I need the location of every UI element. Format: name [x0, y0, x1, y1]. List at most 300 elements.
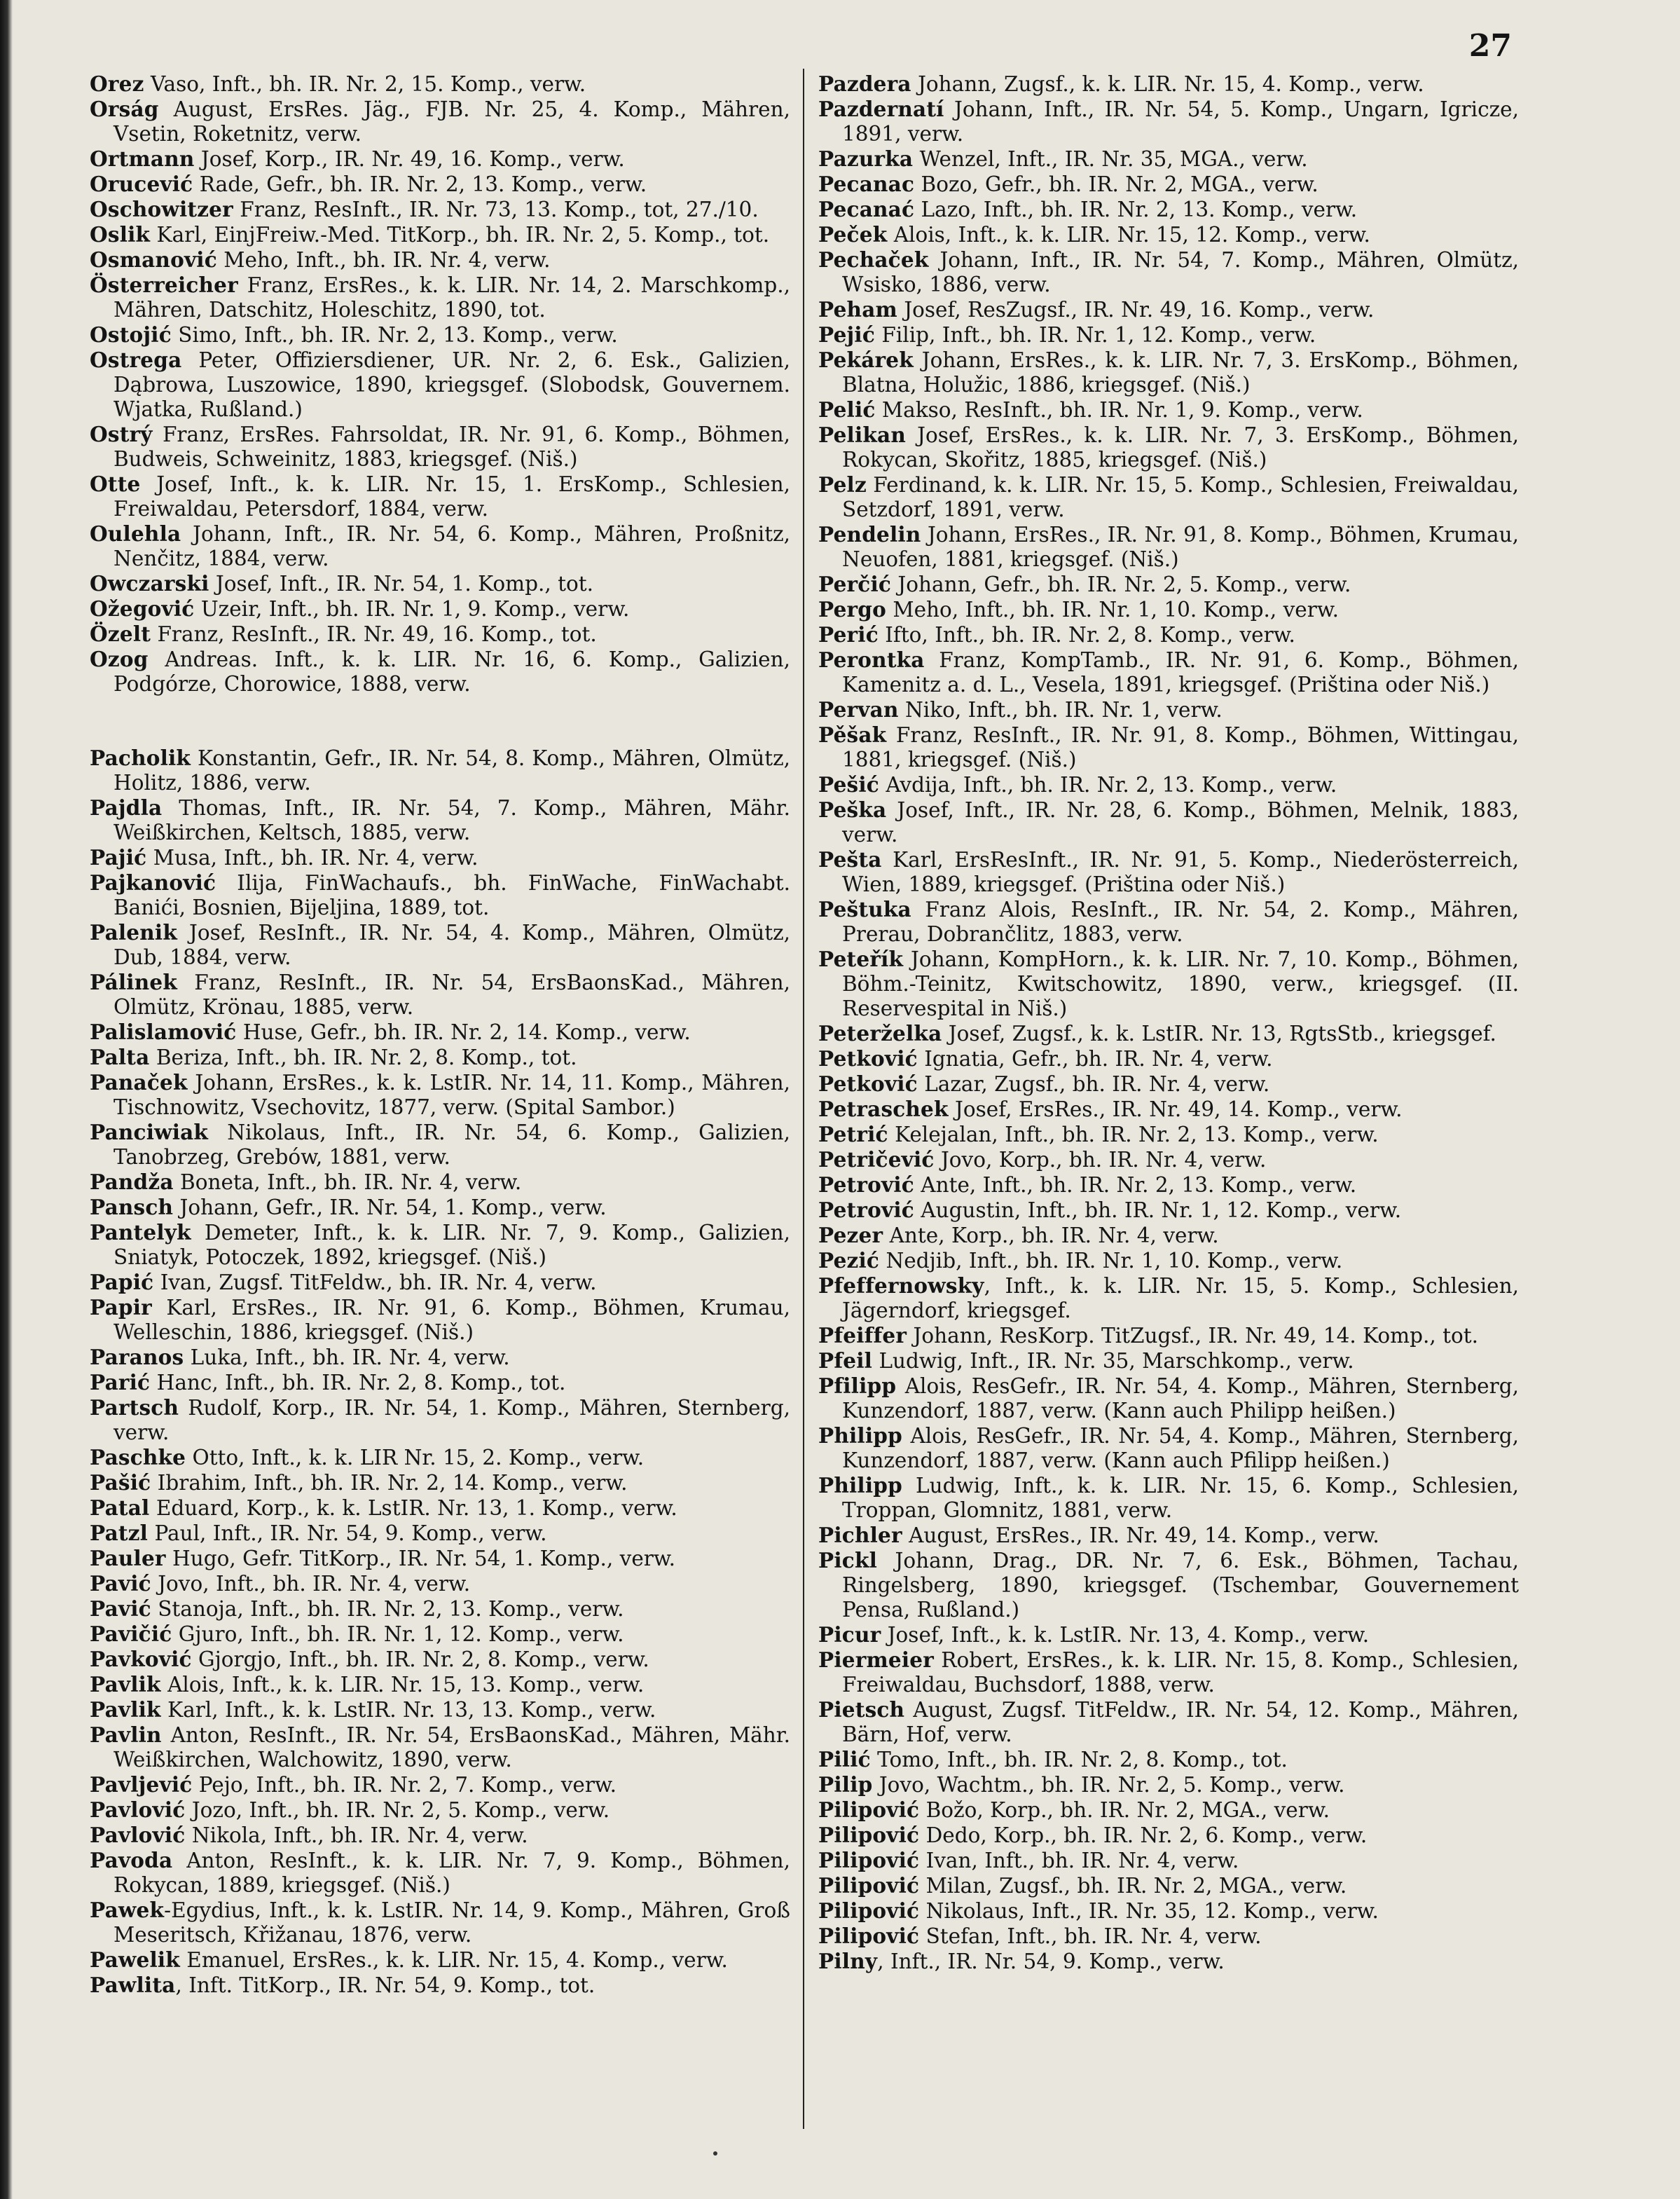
list-entry [818, 722, 1519, 772]
list-entry [818, 297, 1519, 322]
entry-details: Franz, ResInft., IR. Nr. 54, ErsBaonsKad., Mähren, Olmütz, Krönau, 1885, verw. [113, 971, 790, 1019]
list-entry [90, 622, 790, 647]
list-entry [90, 1622, 790, 1647]
entry-details: Franz, ResInft., IR. Nr. 73, 13. Komp., tot, 27./10. [233, 198, 759, 221]
entry-details: Josef, ErsRes., k. k. LIR. Nr. 7, 3. ErsKomp., Böhmen, Rokycan, Skořitz, 1885, kriegsgef. (Niš.) [842, 423, 1519, 472]
list-entry [818, 1021, 1519, 1046]
section-gap [90, 697, 790, 746]
list-entry [90, 1220, 790, 1270]
list-entry [90, 1170, 790, 1195]
entry-surname: Pazdera [818, 71, 911, 96]
list-entry [90, 746, 790, 795]
entry-surname: Peštuka [818, 897, 911, 922]
entry-details: Andreas. Inft., k. k. LIR. Nr. 16, 6. Komp., Galizien, Podgórze, Chorowice, 1888, verw. [113, 648, 790, 696]
entry-details: Johann, ErsRes., IR. Nr. 91, 8. Komp., Böhmen, Krumau, Neuofen, 1881, kriegsgef. (Niš.) [842, 523, 1519, 571]
entry-surname: Patal [90, 1495, 150, 1520]
entry-surname: Pavičić [90, 1622, 172, 1646]
entry-details: Johann, ErsRes., k. k. LstIR. Nr. 14, 11. Komp., Mähren, Tischnowitz, Vsechovitz, 1877, verw. (Spital Sambor.) [113, 1071, 790, 1119]
entry-details: Franz Alois, ResInft., IR. Nr. 54, 2. Komp., Mähren, Prerau, Dobrančlitz, 1883, verw. [842, 898, 1519, 946]
list-entry [818, 1172, 1519, 1198]
entry-surname: Oulehla [90, 521, 181, 546]
entry-surname: Pauler [90, 1546, 166, 1570]
entry-surname: Pezer [818, 1223, 883, 1247]
scan-edge [0, 0, 13, 2199]
entry-surname: Ostojić [90, 322, 172, 347]
entry-surname: Pfeiffer [818, 1323, 907, 1348]
list-entry [818, 348, 1519, 397]
entry-details: Emanuel, ErsRes., k. k. LIR. Nr. 15, 4. Komp., verw. [179, 1948, 728, 1972]
list-entry [818, 572, 1519, 597]
list-entry [818, 1873, 1519, 1898]
entry-details: -Egydius, Inft., k. k. LstIR. Nr. 14, 9. Komp., Mähren, Groß Meseritsch, Křižanau, 1876, verw. [113, 1898, 790, 1947]
list-entry [818, 71, 1519, 97]
entry-details: Paul, Inft., IR. Nr. 54, 9. Komp., verw. [148, 1521, 547, 1545]
entry-details: Filip, Inft., bh. IR. Nr. 1, 12. Komp., verw. [875, 323, 1316, 347]
entry-surname: Paschke [90, 1445, 186, 1470]
print-speck [713, 2151, 717, 2156]
entry-details: Avdija, Inft., bh. IR. Nr. 2, 13. Komp., verw. [879, 773, 1337, 797]
list-entry [818, 1147, 1519, 1172]
entry-details: , Inft., IR. Nr. 54, 9. Komp., verw. [877, 1950, 1225, 1973]
entry-surname: Pavlović [90, 1823, 186, 1847]
entry-surname: Pelić [818, 397, 876, 422]
entry-details: Anton, ResInft., IR. Nr. 54, ErsBaonsKad., Mähren, Mähr. Weißkirchen, Walchowitz, 1890, verw. [113, 1723, 790, 1772]
entry-details: Josef, ErsRes., IR. Nr. 49, 14. Komp., verw. [948, 1097, 1403, 1121]
list-entry [818, 847, 1519, 897]
list-entry [818, 1772, 1519, 1797]
entry-surname: Oslik [90, 222, 151, 247]
entry-details: Jozo, Inft., bh. IR. Nr. 2, 5. Komp., verw. [185, 1798, 610, 1822]
entry-details: Tomo, Inft., bh. IR. Nr. 2, 8. Komp., tot. [870, 1748, 1288, 1772]
list-entry [90, 1070, 790, 1120]
entry-details: Gjorgjo, Inft., bh. IR. Nr. 2, 8. Komp., verw. [191, 1647, 649, 1671]
list-entry [90, 222, 790, 247]
list-entry [818, 1797, 1519, 1823]
entry-surname: Petričević [818, 1147, 935, 1172]
entry-details: Stanoja, Inft., bh. IR. Nr. 2, 13. Komp., verw. [151, 1597, 624, 1621]
entry-surname: Pecanać [818, 197, 915, 221]
entry-surname: Perčić [818, 572, 892, 596]
entry-surname: Pavković [90, 1647, 192, 1671]
list-entry [90, 1647, 790, 1672]
entry-details: Huse, Gefr., bh. IR. Nr. 2, 14. Komp., verw. [236, 1020, 691, 1044]
entry-details: Luka, Inft., bh. IR. Nr. 4, verw. [184, 1345, 510, 1369]
list-entry [818, 1924, 1519, 1949]
list-entry [818, 1046, 1519, 1071]
entry-details: Johann, ResKorp. TitZugsf., IR. Nr. 49, 14. Komp., tot. [907, 1324, 1478, 1348]
list-entry [90, 472, 790, 521]
list-entry [818, 97, 1519, 146]
entry-details: Makso, ResInft., bh. IR. Nr. 1, 9. Komp., verw. [875, 398, 1363, 422]
entry-surname: Pacholik [90, 746, 191, 770]
entry-surname: Pelz [818, 472, 867, 497]
entry-surname: Pilipović [818, 1848, 920, 1872]
list-entry [90, 1596, 790, 1622]
list-entry [90, 1020, 790, 1045]
entry-details: Ivan, Zugsf. TitFeldw., bh. IR. Nr. 4, verw. [153, 1270, 597, 1294]
list-entry [90, 571, 790, 596]
entry-details: Franz, ErsRes. Fahrsoldat, IR. Nr. 91, 6. Komp., Böhmen, Budweis, Schweinitz, 1883, kriegsgef. (Niš.) [113, 423, 790, 471]
list-entry [90, 71, 790, 97]
entry-surname: Pilipović [818, 1898, 920, 1923]
entry-details: Johann, Inft., IR. Nr. 54, 6. Komp., Mähren, Proßnitz, Nenčitz, 1884, verw. [113, 522, 790, 570]
entry-details: Johann, ErsRes., k. k. LIR. Nr. 7, 3. ErsKomp., Böhmen, Blatna, Holužic, 1886, kriegsgef. (Niš.) [842, 348, 1519, 397]
list-entry [818, 772, 1519, 797]
entry-surname: Pavić [90, 1571, 151, 1596]
entry-surname: Parić [90, 1370, 151, 1395]
entry-surname: Pešta [818, 847, 882, 872]
entry-details: Ilija, FinWachaufs., bh. FinWache, FinWachabt. Banići, Bosnien, Bijeljina, 1889, tot. [113, 871, 790, 919]
entry-details: Franz, KompTamb., IR. Nr. 91, 6. Komp., Böhmen, Kamenitz a. d. L., Vesela, 1891, kriegsgef. (Priština oder Niš.) [842, 648, 1519, 697]
list-entry [90, 422, 790, 472]
entry-surname: Pechaček [818, 247, 929, 272]
entry-details: Beriza, Inft., bh. IR. Nr. 2, 8. Komp., tot. [149, 1046, 577, 1069]
entry-surname: Petrić [818, 1122, 888, 1146]
entry-details: Nedjib, Inft., bh. IR. Nr. 1, 10. Komp., verw. [879, 1249, 1343, 1273]
entry-details: August, Zugsf. TitFeldw., IR. Nr. 54, 12. Komp., Mähren, Bärn, Hof, verw. [842, 1698, 1519, 1746]
list-entry [818, 222, 1519, 247]
entry-details: Johann, KompHorn., k. k. LIR. Nr. 7, 10. Komp., Böhmen, Böhm.-Teinitz, Kwitschowitz, 1890, verw., kriegsgef. (II. Reservespital in Niš.) [842, 947, 1519, 1020]
entry-surname: Pendelin [818, 522, 921, 547]
entry-details: Nikola, Inft., bh. IR. Nr. 4, verw. [185, 1823, 528, 1847]
entry-details: Boneta, Inft., bh. IR. Nr. 4, verw. [173, 1170, 522, 1194]
list-entry [90, 1797, 790, 1823]
entry-details: Rade, Gefr., bh. IR. Nr. 2, 13. Komp., verw. [193, 172, 647, 196]
list-entry [818, 472, 1519, 522]
list-entry [818, 697, 1519, 722]
entry-details: Otto, Inft., k. k. LIR Nr. 15, 2. Komp., verw. [186, 1446, 645, 1470]
entry-details: Simo, Inft., bh. IR. Nr. 2, 13. Komp., verw. [171, 323, 618, 347]
entry-surname: Perić [818, 622, 879, 647]
list-entry [90, 197, 790, 222]
list-entry [90, 146, 790, 172]
entry-surname: Papić [90, 1270, 154, 1294]
entry-details: Lazo, Inft., bh. IR. Nr. 2, 13. Komp., verw. [914, 198, 1358, 221]
entry-details: Demeter, Inft., k. k. LIR. Nr. 7, 9. Komp., Galizien, Sniatyk, Potoczek, 1892, kriegsgef. (Niš.) [113, 1221, 790, 1269]
list-entry [90, 273, 790, 322]
list-entry [818, 797, 1519, 847]
entry-surname: Pavljević [90, 1772, 193, 1797]
list-entry [818, 1747, 1519, 1772]
list-entry [818, 1548, 1519, 1622]
list-entry [90, 1898, 790, 1947]
entry-surname: Ožegović [90, 596, 195, 621]
entry-details: Anton, ResInft., k. k. LIR. Nr. 7, 9. Komp., Böhmen, Rokycan, 1889, kriegsgef. (Niš.) [113, 1849, 790, 1897]
right-column [818, 71, 1519, 1974]
list-entry [818, 322, 1519, 348]
list-entry [90, 322, 790, 348]
list-entry [90, 1973, 790, 1998]
entry-details: Eduard, Korp., k. k. LstIR. Nr. 13, 1. Komp., verw. [149, 1496, 677, 1520]
list-entry [818, 1198, 1519, 1223]
entry-details: Konstantin, Gefr., IR. Nr. 54, 8. Komp., Mähren, Olmütz, Holitz, 1886, verw. [113, 746, 790, 795]
entry-surname: Pazdernatí [818, 97, 944, 121]
entry-surname: Peterželka [818, 1021, 942, 1046]
entry-details: Alois, ResGefr., IR. Nr. 54, 4. Komp., Mähren, Sternberg, Kunzendorf, 1887, verw. (Kann auch Philipp heißen.) [842, 1374, 1519, 1423]
entry-surname: Pecanac [818, 172, 915, 196]
entry-details: Jovo, Wachtm., bh. IR. Nr. 2, 5. Komp., verw. [872, 1773, 1345, 1797]
entry-details: Ignatia, Gefr., bh. IR. Nr. 4, verw. [917, 1047, 1273, 1071]
list-entry [90, 97, 790, 146]
entry-surname: Pilipović [818, 1924, 920, 1948]
entry-surname: Pilipović [818, 1797, 920, 1822]
column-divider [803, 69, 804, 2129]
entry-details: Josef, Inft., IR. Nr. 28, 6. Komp., Böhmen, Melnik, 1883, verw. [842, 798, 1519, 847]
entry-surname: Ortmann [90, 146, 195, 171]
entry-surname: Pilić [818, 1747, 871, 1772]
entry-surname: Pilipović [818, 1823, 920, 1847]
list-entry [818, 1647, 1519, 1697]
entry-surname: Pfeil [818, 1348, 873, 1373]
list-entry [90, 1823, 790, 1848]
entry-details: Pejo, Inft., bh. IR. Nr. 2, 7. Komp., verw. [192, 1773, 617, 1797]
entry-details: Vaso, Inft., bh. IR. Nr. 2, 15. Komp., verw. [144, 72, 586, 96]
entry-surname: Peteřík [818, 947, 904, 971]
list-entry [818, 1071, 1519, 1097]
entry-details: Nikolaus, Inft., IR. Nr. 35, 12. Komp., verw. [919, 1899, 1379, 1923]
list-entry [90, 1120, 790, 1170]
list-entry [818, 1823, 1519, 1848]
entry-surname: Panciwiak [90, 1120, 209, 1144]
entry-details: Božo, Korp., bh. IR. Nr. 2, MGA., verw. [919, 1798, 1330, 1822]
entry-details: Jovo, Inft., bh. IR. Nr. 4, verw. [151, 1572, 471, 1596]
entry-surname: Philipp [818, 1473, 902, 1498]
list-entry [818, 1473, 1519, 1523]
entry-details: Franz, ResInft., IR. Nr. 91, 8. Komp., Böhmen, Wittingau, 1881, kriegsgef. (Niš.) [842, 723, 1519, 772]
entry-details: Josef, ResZugsf., IR. Nr. 49, 16. Komp., verw. [897, 298, 1375, 322]
list-entry [818, 1097, 1519, 1122]
entry-surname: Ozog [90, 647, 149, 671]
entry-details: Dedo, Korp., bh. IR. Nr. 2, 6. Komp., verw. [919, 1823, 1368, 1847]
entry-surname: Partsch [90, 1395, 179, 1420]
entry-details: Alois, ResGefr., IR. Nr. 54, 4. Komp., Mähren, Sternberg, Kunzendorf, 1887, verw. (Kann auch Pfilipp heißen.) [842, 1424, 1519, 1472]
entry-surname: Palenik [90, 920, 177, 945]
entry-details: Rudolf, Korp., IR. Nr. 54, 1. Komp., Mähren, Sternberg, verw. [113, 1396, 790, 1444]
entry-surname: Orez [90, 71, 144, 96]
entry-details: Meho, Inft., bh. IR. Nr. 4, verw. [216, 248, 551, 272]
entry-details: Franz, ErsRes., k. k. LIR. Nr. 14, 2. Marschkomp., Mähren, Datschitz, Holeschitz, 1890, tot. [113, 273, 790, 322]
list-entry [818, 1697, 1519, 1747]
entry-surname: Pavlik [90, 1697, 161, 1722]
entry-surname: Pawelik [90, 1947, 180, 1972]
entry-surname: Pálinek [90, 970, 177, 994]
list-entry [818, 1223, 1519, 1248]
entry-surname: Pickl [818, 1548, 877, 1573]
entry-surname: Pazurka [818, 146, 914, 171]
entry-details: Ante, Inft., bh. IR. Nr. 2, 13. Komp., verw. [914, 1173, 1357, 1197]
list-entry [90, 1848, 790, 1898]
list-entry [818, 1323, 1519, 1348]
entry-surname: Pantelyk [90, 1220, 191, 1245]
list-entry [818, 1373, 1519, 1423]
list-entry [90, 845, 790, 870]
list-entry [90, 920, 790, 970]
entry-surname: Pandža [90, 1170, 174, 1194]
entry-details: Thomas, Inft., IR. Nr. 54, 7. Komp., Mähren, Mähr. Weißkirchen, Keltsch, 1885, verw. [113, 796, 790, 844]
entry-surname: Pilip [818, 1772, 873, 1797]
entry-surname: Osmanović [90, 247, 217, 272]
list-entry [818, 1898, 1519, 1924]
entry-surname: Patzl [90, 1521, 149, 1545]
entry-details: Ifto, Inft., bh. IR. Nr. 2, 8. Komp., verw. [878, 623, 1295, 647]
entry-details: Karl, ErsRes., IR. Nr. 91, 6. Komp., Böhmen, Krumau, Welleschin, 1886, kriegsgef. (Niš.) [113, 1296, 790, 1344]
entry-details: Ivan, Inft., bh. IR. Nr. 4, verw. [919, 1849, 1239, 1872]
entry-details: Johann, Inft., IR. Nr. 54, 7. Komp., Mähren, Olmütz, Wsisko, 1886, verw. [842, 248, 1519, 296]
list-entry [90, 1947, 790, 1973]
list-entry [90, 1395, 790, 1445]
list-entry [818, 1122, 1519, 1147]
entry-surname: Pajdla [90, 795, 163, 820]
entry-details: Kelejalan, Inft., bh. IR. Nr. 2, 13. Komp., verw. [888, 1123, 1379, 1146]
entry-details: Johann, Zugsf., k. k. LIR. Nr. 15, 4. Komp., verw. [911, 72, 1424, 96]
entry-surname: Panaček [90, 1070, 188, 1095]
entry-surname: Otte [90, 472, 141, 496]
list-entry [818, 1949, 1519, 1974]
entry-surname: Pawek [90, 1898, 165, 1922]
list-entry [818, 947, 1519, 1021]
left-column [90, 71, 790, 1998]
entry-details: Josef, Inft., k. k. LstIR. Nr. 13, 4. Komp., verw. [881, 1623, 1370, 1647]
entry-details: Musa, Inft., bh. IR. Nr. 4, verw. [146, 846, 478, 870]
list-entry [90, 172, 790, 197]
entry-details: Johann, Gefr., bh. IR. Nr. 2, 5. Komp., verw. [891, 573, 1351, 596]
entry-details: Ante, Korp., bh. IR. Nr. 4, verw. [883, 1224, 1219, 1247]
list-entry [818, 522, 1519, 572]
list-entry [818, 622, 1519, 648]
entry-details: Ibrahim, Inft., bh. IR. Nr. 2, 14. Komp., verw. [151, 1471, 628, 1495]
entry-details: Hanc, Inft., bh. IR. Nr. 2, 8. Komp., tot. [150, 1371, 566, 1395]
entry-surname: Pietsch [818, 1697, 905, 1722]
entry-surname: Peček [818, 222, 888, 247]
entry-details: Lazar, Zugsf., bh. IR. Nr. 4, verw. [917, 1072, 1270, 1096]
entry-surname: Ostrega [90, 348, 182, 372]
entry-details: Bozo, Gefr., bh. IR. Nr. 2, MGA., verw. [914, 172, 1318, 196]
entry-surname: Pavlin [90, 1722, 162, 1747]
entry-details: Alois, Inft., k. k. LIR. Nr. 15, 12. Komp., verw. [887, 223, 1370, 247]
entry-details: Hugo, Gefr. TitKorp., IR. Nr. 54, 1. Komp., verw. [165, 1547, 676, 1570]
entry-surname: Petrović [818, 1172, 914, 1197]
entry-surname: Pelikan [818, 423, 906, 447]
list-entry [90, 1546, 790, 1571]
entry-details: Jovo, Korp., bh. IR. Nr. 4, verw. [934, 1148, 1267, 1172]
entry-surname: Pajkanović [90, 870, 216, 895]
list-entry [90, 1521, 790, 1546]
entry-surname: Peška [818, 797, 887, 822]
entry-surname: Pilny [818, 1949, 878, 1973]
list-entry [90, 1722, 790, 1772]
entry-surname: Pichler [818, 1523, 902, 1547]
entry-surname: Pervan [818, 697, 899, 722]
entry-details: August, ErsRes., IR. Nr. 49, 14. Komp., verw. [902, 1523, 1379, 1547]
entry-details: Josef, Inft., k. k. LIR. Nr. 15, 1. ErsKomp., Schlesien, Freiwaldau, Petersdorf, 1884, verw. [113, 472, 790, 521]
entry-surname: Pawlita [90, 1973, 176, 1997]
entry-details: Nikolaus, Inft., IR. Nr. 54, 6. Komp., Galizien, Tanobrzeg, Grebów, 1881, verw. [113, 1121, 790, 1169]
entry-surname: Pavlik [90, 1672, 161, 1697]
entry-details: Josef, Zugsf., k. k. LstIR. Nr. 13, RgtsStb., kriegsgef. [942, 1022, 1496, 1046]
page-number: 27 [1468, 28, 1512, 64]
entry-details: Stefan, Inft., bh. IR. Nr. 4, verw. [919, 1924, 1262, 1948]
entry-details: Karl, EinjFreiw.-Med. TitKorp., bh. IR. Nr. 2, 5. Komp., tot. [150, 223, 770, 247]
entry-details: Gjuro, Inft., bh. IR. Nr. 1, 12. Komp., verw. [172, 1622, 624, 1646]
entry-details: Niko, Inft., bh. IR. Nr. 1, verw. [898, 698, 1223, 722]
list-entry [90, 870, 790, 920]
entry-surname: Pěšak [818, 722, 887, 747]
list-entry [90, 348, 790, 422]
entry-details: Ferdinand, k. k. LIR. Nr. 15, 5. Komp., Schlesien, Freiwaldau, Setzdorf, 1891, verw. [842, 473, 1519, 521]
entry-details: Uzeir, Inft., bh. IR. Nr. 1, 9. Komp., verw. [194, 597, 630, 621]
list-entry [90, 1470, 790, 1495]
list-entry [90, 647, 790, 697]
entry-details: Karl, ErsResInft., IR. Nr. 91, 5. Komp., Niederösterreich, Wien, 1889, kriegsgef. (Priština oder Niš.) [842, 848, 1519, 896]
list-entry [90, 521, 790, 571]
entry-details: Josef, ResInft., IR. Nr. 54, 4. Komp., Mähren, Olmütz, Dub, 1884, verw. [113, 921, 790, 969]
list-entry [818, 1273, 1519, 1323]
entry-surname: Perontka [818, 648, 925, 672]
list-entry [818, 897, 1519, 947]
list-entry [818, 648, 1519, 697]
entry-surname: Pekárek [818, 348, 914, 372]
entry-surname: Pašić [90, 1470, 151, 1495]
list-entry [90, 247, 790, 273]
list-entry [818, 1622, 1519, 1647]
list-entry [818, 1248, 1519, 1273]
entry-details: Alois, Inft., k. k. LIR. Nr. 15, 13. Komp., verw. [160, 1673, 645, 1697]
list-entry [818, 397, 1519, 423]
entry-surname: Petrović [818, 1198, 914, 1222]
list-entry [90, 1370, 790, 1395]
entry-surname: Pfilipp [818, 1373, 897, 1398]
list-entry [818, 597, 1519, 622]
list-entry [818, 1523, 1519, 1548]
entry-surname: Paranos [90, 1345, 184, 1369]
entry-details: Johann, Drag., DR. Nr. 7, 6. Esk., Böhmen, Tachau, Ringelsberg, 1890, kriegsgef. (Tschembar, Gouvernement Pensa, Rußland.) [842, 1549, 1519, 1622]
list-entry [818, 197, 1519, 222]
entry-surname: Özelt [90, 622, 151, 646]
entry-details: Augustin, Inft., bh. IR. Nr. 1, 12. Komp., verw. [914, 1198, 1402, 1222]
entry-details: Meho, Inft., bh. IR. Nr. 1, 10. Komp., verw. [886, 598, 1339, 622]
entry-surname: Palislamović [90, 1020, 237, 1044]
list-entry [90, 1772, 790, 1797]
entry-surname: Pavlović [90, 1797, 186, 1822]
entry-details: Josef, Korp., IR. Nr. 49, 16. Komp., verw. [194, 147, 625, 171]
entry-surname: Pergo [818, 597, 887, 622]
list-entry [90, 1045, 790, 1070]
entry-surname: Pezić [818, 1248, 880, 1273]
entry-surname: Orság [90, 97, 159, 121]
entry-surname: Österreicher [90, 273, 238, 297]
entry-surname: Pilipović [818, 1873, 920, 1898]
list-entry [90, 795, 790, 845]
entry-details: Karl, Inft., k. k. LstIR. Nr. 13, 13. Komp., verw. [160, 1698, 656, 1722]
entry-surname: Palta [90, 1045, 150, 1069]
entry-details: , Inft., k. k. LIR. Nr. 15, 5. Komp., Schlesien, Jägerndorf, kriegsgef. [842, 1274, 1519, 1322]
entry-details: Johann, Gefr., IR. Nr. 54, 1. Komp., verw. [173, 1196, 607, 1219]
entry-surname: Pavić [90, 1596, 151, 1621]
entry-surname: Picur [818, 1622, 881, 1647]
entry-details: , Inft. TitKorp., IR. Nr. 54, 9. Komp., tot. [175, 1973, 595, 1997]
list-entry [818, 423, 1519, 472]
entry-surname: Pansch [90, 1195, 174, 1219]
entry-surname: Papir [90, 1295, 152, 1320]
entry-details: Milan, Zugsf., bh. IR. Nr. 2, MGA., verw. [919, 1874, 1347, 1898]
list-entry [90, 1495, 790, 1521]
entry-surname: Philipp [818, 1423, 902, 1448]
entry-surname: Pfeffernowsky [818, 1273, 984, 1298]
entry-details: Wenzel, Inft., IR. Nr. 35, MGA., verw. [913, 147, 1308, 171]
list-entry [90, 1295, 790, 1345]
list-entry [90, 596, 790, 622]
entry-surname: Oschowitzer [90, 197, 233, 221]
